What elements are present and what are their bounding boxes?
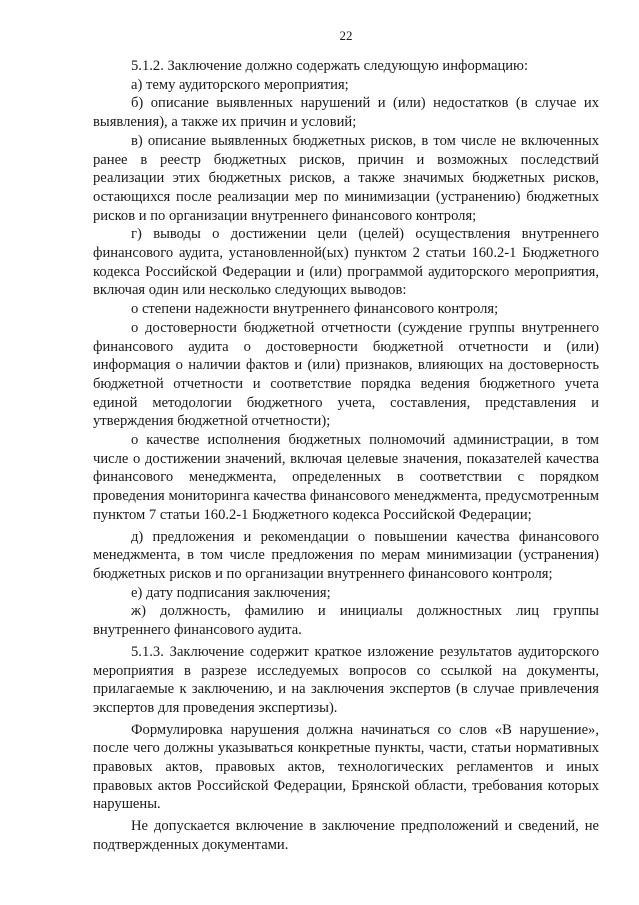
- paragraph-conclusion-powers: о качестве исполнения бюджетных полномочий администрации, в том числе о достижении значений, включая целевые значения, показателей качества финансового менеджмента, определенных в соответствии с порядком проведения мониторинга качества финансового менеджмента, предусмотренным пунктом 7 статьи 160.2-1 Бюджетного кодекса Российской Федерации;: [93, 432, 599, 523]
- page-number: 22: [339, 28, 353, 43]
- paragraph-no-assumptions: Не допускается включение в заключение предположений и сведений, не подтвержденных документами.: [93, 818, 599, 853]
- paragraph-5-1-3: 5.1.3. Заключение содержит краткое изложение результатов аудиторского мероприятия в разрезе исследуемых вопросов со ссылкой на документы, прилагаемые к заключению, и на заключения экспертов (в случае привлечения экспертов для проведения экспертизы).: [93, 643, 599, 716]
- paragraph-item-v: в) описание выявленных бюджетных рисков, в том числе не включенных ранее в реестр бюджетных рисков, причин и возможных последствий реализации этих бюджетных рисков, а также значимых бюджетных рисков, остающихся после реализации мер по минимизации (устранению) бюджетных рисков и по организации внутреннего финансового контроля;: [93, 132, 599, 224]
- paragraph-item-a: а) тему аудиторского мероприятия;: [131, 76, 349, 93]
- paragraph-item-b: б) описание выявленных нарушений и (или) недостатков (в случае их выявления), а также их причин и условий;: [93, 95, 599, 131]
- paragraph-violation-wording: Формулировка нарушения должна начинаться со слов «В нарушение», после чего должны указываться конкретные пункты, части, статьи нормативных правовых актов, правовых актов, технологических регламентов и иных правовых актов Российской Федерации, Брянской области, требования которых нарушены.: [93, 721, 599, 813]
- paragraph-item-g: г) выводы о достижении цели (целей) осуществления внутреннего финансового аудита, установленной(ых) пунктом 2 статьи 160.2-1 Бюджетного кодекса Российской Федерации и (или) программой аудиторского мероприятия, включая один или несколько следующих выводов:: [93, 226, 599, 299]
- paragraph-item-zh: ж) должность, фамилию и инициалы должностных лиц группы внутреннего финансового аудита.: [93, 603, 599, 639]
- paragraph-item-e: е) дату подписания заключения;: [131, 584, 331, 601]
- paragraph-item-d: д) предложения и рекомендации о повышении качества финансового менеджмента, в том числе предложения по мерам минимизации (устранения) бюджетных рисков и по организации внутреннего финансового контроля;: [93, 528, 599, 582]
- document-body: [93, 57, 599, 855]
- paragraph-conclusion-reporting: о достоверности бюджетной отчетности (суждение группы внутреннего финансового аудита о достоверности бюджетной отчетности и (или) информация о наличии фактов и (или) признаков, влияющих на достоверность бюджетной отчетности и соответствие порядка ведения бюджетного учета единой методологии бюджетного учета, составления, представления и утверждения бюджетной отчетности);: [93, 319, 599, 430]
- paragraph-5-1-2: 5.1.2. Заключение должно содержать следующую информацию:: [131, 58, 529, 74]
- paragraph-conclusion-control: о степени надежности внутреннего финансового контроля;: [131, 301, 499, 318]
